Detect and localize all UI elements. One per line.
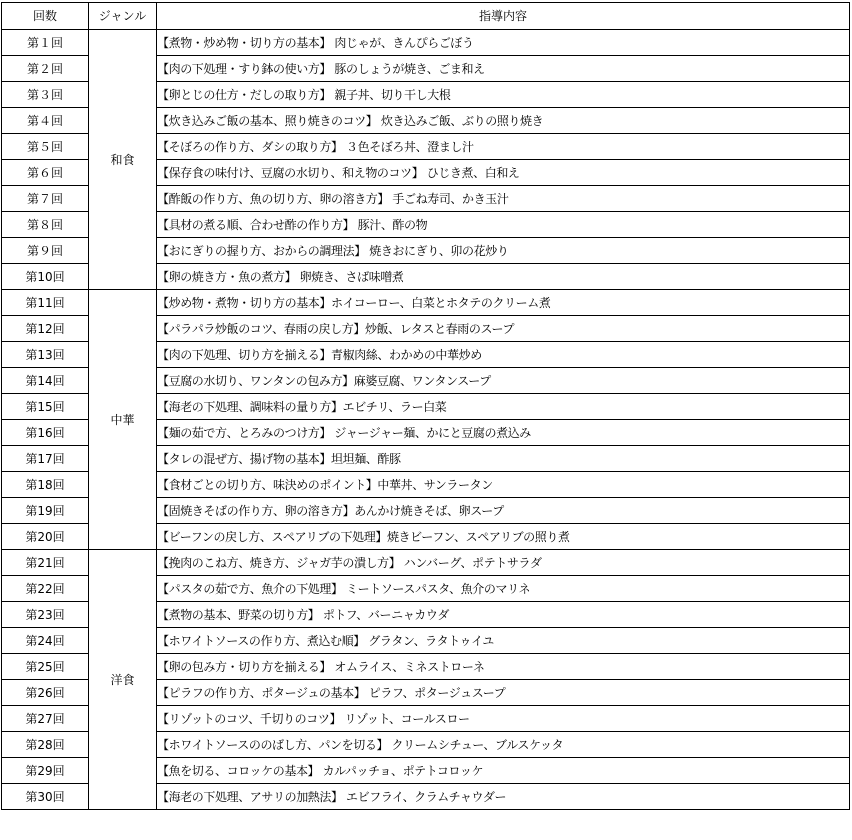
round-cell: 第23回 xyxy=(2,602,89,628)
header-row xyxy=(2,3,850,30)
round-cell: 第15回 xyxy=(2,394,89,420)
round-cell: 第４回 xyxy=(2,108,89,134)
content-cell: 【海老の下処理、調味料の量り方】エビチリ、ラー白菜 xyxy=(157,394,850,420)
round-cell: 第２回 xyxy=(2,56,89,82)
content-cell: 【麺の茹で方、とろみのつけ方】 ジャージャー麺、かにと豆腐の煮込み xyxy=(157,420,850,446)
round-cell: 第17回 xyxy=(2,446,89,472)
content-cell: 【食材ごとの切り方、味決めのポイント】中華丼、サンラータン xyxy=(157,472,850,498)
round-cell: 第19回 xyxy=(2,498,89,524)
content-cell: 【酢飯の作り方、魚の切り方、卵の溶き方】 手ごね寿司、かき玉汁 xyxy=(157,186,850,212)
round-cell: 第24回 xyxy=(2,628,89,654)
content-cell: 【卵の包み方・切り方を揃える】 オムライス、ミネストローネ xyxy=(157,654,850,680)
content-cell: 【煮物・炒め物・切り方の基本】 肉じゃが、きんぴらごぼう xyxy=(157,30,850,56)
content-cell: 【魚を切る、コロッケの基本】 カルパッチョ、ポテトコロッケ xyxy=(157,758,850,784)
table-row xyxy=(2,550,850,576)
round-cell: 第27回 xyxy=(2,706,89,732)
round-cell: 第12回 xyxy=(2,316,89,342)
content-cell: 【卵とじの仕方・だしの取り方】 親子丼、切り干し大根 xyxy=(157,82,850,108)
round-cell: 第26回 xyxy=(2,680,89,706)
genre-cell: 和食 xyxy=(89,30,157,290)
content-cell: 【ビーフンの戻し方、スペアリブの下処理】焼きビーフン、スペアリブの照り煮 xyxy=(157,524,850,550)
round-cell: 第20回 xyxy=(2,524,89,550)
round-cell: 第28回 xyxy=(2,732,89,758)
round-cell: 第30回 xyxy=(2,784,89,810)
round-cell: 第７回 xyxy=(2,186,89,212)
round-cell: 第６回 xyxy=(2,160,89,186)
content-cell: 【パラパラ炒飯のコツ、春雨の戻し方】炒飯、レタスと春雨のスープ xyxy=(157,316,850,342)
round-cell: 第25回 xyxy=(2,654,89,680)
round-cell: 第１回 xyxy=(2,30,89,56)
content-cell: 【煮物の基本、野菜の切り方】 ポトフ、バーニャカウダ xyxy=(157,602,850,628)
content-cell: 【リゾットのコツ、千切りのコツ】 リゾット、コールスロー xyxy=(157,706,850,732)
content-cell: 【保存食の味付け、豆腐の水切り、和え物のコツ】 ひじき煮、白和え xyxy=(157,160,850,186)
round-cell: 第14回 xyxy=(2,368,89,394)
content-cell: 【タレの混ぜ方、揚げ物の基本】坦坦麺、酢豚 xyxy=(157,446,850,472)
content-cell: 【おにぎりの握り方、おからの調理法】 焼きおにぎり、卯の花炒り xyxy=(157,238,850,264)
genre-cell: 中華 xyxy=(89,290,157,550)
round-cell: 第16回 xyxy=(2,420,89,446)
content-cell: 【卵の焼き方・魚の煮方】 卵焼き、さば味噌煮 xyxy=(157,264,850,290)
content-cell: 【ホワイトソースののばし方、パンを切る】 クリームシチュー、ブルスケッタ xyxy=(157,732,850,758)
round-cell: 第29回 xyxy=(2,758,89,784)
round-cell: 第10回 xyxy=(2,264,89,290)
header-content: 指導内容 xyxy=(157,3,850,30)
content-cell: 【ピラフの作り方、ポタージュの基本】 ピラフ、ポタージュスープ xyxy=(157,680,850,706)
content-cell: 【具材の煮る順、合わせ酢の作り方】 豚汁、酢の物 xyxy=(157,212,850,238)
content-cell: 【挽肉のこね方、焼き方、ジャガ芋の潰し方】 ハンバーグ、ポテトサラダ xyxy=(157,550,850,576)
table-row xyxy=(2,290,850,316)
round-cell: 第18回 xyxy=(2,472,89,498)
cooking-schedule-table xyxy=(1,2,850,810)
round-cell: 第８回 xyxy=(2,212,89,238)
round-cell: 第５回 xyxy=(2,134,89,160)
schedule-body xyxy=(2,30,850,810)
round-cell: 第22回 xyxy=(2,576,89,602)
round-cell: 第21回 xyxy=(2,550,89,576)
round-cell: 第９回 xyxy=(2,238,89,264)
content-cell: 【豆腐の水切り、ワンタンの包み方】麻婆豆腐、ワンタンスープ xyxy=(157,368,850,394)
header-genre: ジャンル xyxy=(89,3,157,30)
content-cell: 【そぼろの作り方、ダシの取り方】 ３色そぼろ丼、澄まし汁 xyxy=(157,134,850,160)
genre-cell: 洋食 xyxy=(89,550,157,810)
content-cell: 【肉の下処理、切り方を揃える】青椒肉絲、わかめの中華炒め xyxy=(157,342,850,368)
round-cell: 第３回 xyxy=(2,82,89,108)
content-cell: 【ホワイトソースの作り方、煮込む順】 グラタン、ラタトゥイユ xyxy=(157,628,850,654)
content-cell: 【海老の下処理、アサリの加熱法】 エビフライ、クラムチャウダー xyxy=(157,784,850,810)
round-cell: 第13回 xyxy=(2,342,89,368)
table-row xyxy=(2,30,850,56)
header-round: 回数 xyxy=(2,3,89,30)
round-cell: 第11回 xyxy=(2,290,89,316)
content-cell: 【肉の下処理・すり鉢の使い方】 豚のしょうが焼き、ごま和え xyxy=(157,56,850,82)
content-cell: 【炒め物・煮物・切り方の基本】ホイコーロー、白菜とホタテのクリーム煮 xyxy=(157,290,850,316)
content-cell: 【パスタの茹で方、魚介の下処理】 ミートソースパスタ、魚介のマリネ xyxy=(157,576,850,602)
content-cell: 【固焼きそばの作り方、卵の溶き方】あんかけ焼きそば、卵スープ xyxy=(157,498,850,524)
content-cell: 【炊き込みご飯の基本、照り焼きのコツ】 炊き込みご飯、ぶりの照り焼き xyxy=(157,108,850,134)
